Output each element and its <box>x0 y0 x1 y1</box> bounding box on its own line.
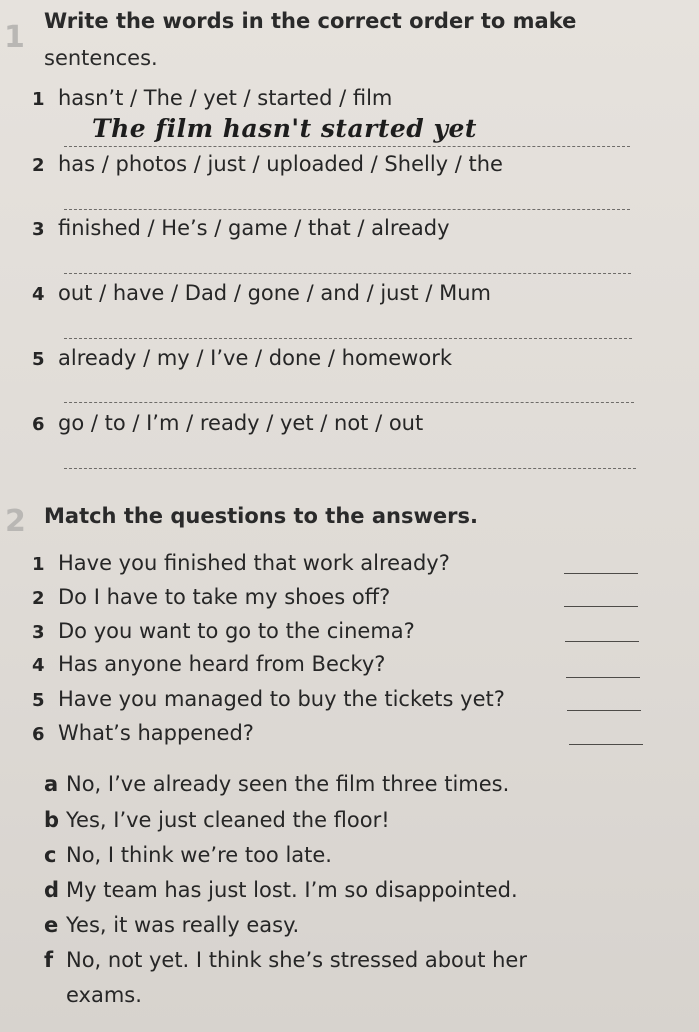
ex1-item-2 <box>32 152 503 176</box>
item-number: 6 <box>32 414 45 435</box>
answer-f <box>44 948 527 972</box>
answer-b <box>44 808 390 832</box>
question-2 <box>32 585 390 609</box>
question-number: 3 <box>32 622 45 643</box>
answer-text: No, I’ve already seen the film three times. <box>66 772 510 796</box>
answer-text: Yes, I’ve just cleaned the floor! <box>66 808 390 832</box>
question-number: 4 <box>32 655 45 676</box>
item-number: 2 <box>32 155 45 176</box>
question-text: Have you finished that work already? <box>58 551 450 575</box>
word-prompt: go / to / I’m / ready / yet / not / out <box>58 411 424 435</box>
question-text: Have you managed to buy the tickets yet? <box>58 687 505 711</box>
handwritten-answer-1: The film hasn't started yet <box>92 114 477 143</box>
word-prompt: has / photos / just / uploaded / Shelly / the <box>58 152 503 176</box>
exercise-1-instruction-cont: sentences. <box>44 46 158 70</box>
answer-e <box>44 913 299 937</box>
question-number: 6 <box>32 724 45 745</box>
ex1-item-4 <box>32 281 491 305</box>
answer-letter: d <box>44 878 60 902</box>
match-blank-6[interactable] <box>569 744 643 745</box>
answer-c <box>44 843 332 867</box>
word-prompt: already / my / I’ve / done / homework <box>58 346 452 370</box>
ex1-item-6 <box>32 411 423 435</box>
ex1-item-3 <box>32 216 450 240</box>
answer-text: My team has just lost. I’m so disappointed. <box>66 878 518 902</box>
answer-text: No, not yet. I think she’s stressed about her <box>66 948 527 972</box>
exercise-1-instruction: Write the words in the correct order to make <box>44 9 577 33</box>
match-blank-3[interactable] <box>565 641 639 642</box>
match-blank-1[interactable] <box>564 573 638 574</box>
answer-line-1[interactable] <box>64 146 630 147</box>
item-number: 5 <box>32 349 45 370</box>
question-text: Do you want to go to the cinema? <box>58 619 415 643</box>
question-number: 1 <box>32 554 45 575</box>
question-5 <box>32 687 505 711</box>
question-6 <box>32 721 254 745</box>
ex1-item-5 <box>32 346 452 370</box>
answer-letter: b <box>44 808 60 832</box>
answer-line-3[interactable] <box>64 273 631 274</box>
answer-letter: c <box>44 843 57 867</box>
question-text: Do I have to take my shoes off? <box>58 585 391 609</box>
question-3 <box>32 619 415 643</box>
question-text: What’s happened? <box>58 721 254 745</box>
question-text: Has anyone heard from Becky? <box>58 652 386 676</box>
match-blank-2[interactable] <box>564 606 638 607</box>
match-blank-4[interactable] <box>566 677 640 678</box>
answer-line-2[interactable] <box>64 209 630 210</box>
answer-letter: e <box>44 913 59 937</box>
answer-line-5[interactable] <box>64 402 634 403</box>
match-blank-5[interactable] <box>567 710 641 711</box>
answer-letter: f <box>44 948 54 972</box>
exercise-2-instruction: Match the questions to the answers. <box>44 504 478 528</box>
item-number: 4 <box>32 284 45 305</box>
answer-a <box>44 772 509 796</box>
word-prompt: finished / He’s / game / that / already <box>58 216 450 240</box>
item-number: 1 <box>32 89 45 110</box>
answer-text: Yes, it was really easy. <box>66 913 300 937</box>
answer-d <box>44 878 518 902</box>
word-prompt: hasn’t / The / yet / started / film <box>58 86 393 110</box>
question-number: 2 <box>32 588 45 609</box>
answer-line-4[interactable] <box>64 338 632 339</box>
question-4 <box>32 652 385 676</box>
answer-f-continued: exams. <box>66 983 142 1007</box>
question-number: 5 <box>32 690 45 711</box>
exercise-1-number: 1 <box>4 20 25 55</box>
item-number: 3 <box>32 219 45 240</box>
question-1 <box>32 551 450 575</box>
answer-line-6[interactable] <box>64 468 636 469</box>
word-prompt: out / have / Dad / gone / and / just / Mum <box>58 281 491 305</box>
answer-text: No, I think we’re too late. <box>66 843 332 867</box>
ex1-item-1 <box>32 86 392 110</box>
answer-letter: a <box>44 772 59 796</box>
exercise-2-number: 2 <box>5 504 26 539</box>
